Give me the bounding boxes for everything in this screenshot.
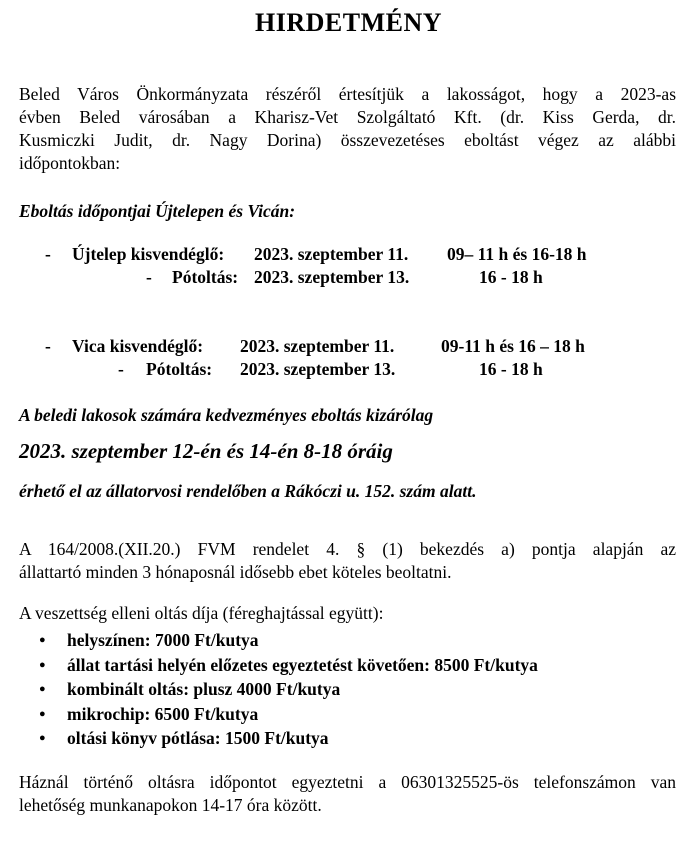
regulation-paragraph [19, 538, 676, 584]
ujtelep-time: 09– 11 h és 16-18 h [447, 244, 587, 264]
intro-paragraph [19, 83, 676, 175]
regulation-line: A 164/2008.(XII.20.) FVM rendelet 4. § (1) bekezdés a) pontja alapján az [19, 539, 676, 559]
makeup-label: Pótoltás: [146, 359, 213, 379]
ujtelep-makeup-time: 16 - 18 h [479, 267, 543, 287]
dash-marker: - [45, 244, 51, 264]
intro-line: évben Beled városában a Kharisz-Vet Szolgáltató Kft. (dr. Kiss Gerda, dr. [19, 107, 676, 127]
page-title: HIRDETMÉNY [254, 8, 442, 37]
vica-place: Vica kisvendéglő: [72, 336, 204, 356]
dash-marker: - [146, 267, 152, 287]
intro-line: Beled Város Önkormányzata részéről értesítjük a lakosságot, hogy a 2023-as [19, 84, 676, 104]
vica-makeup-date: 2023. szeptember 13. [240, 359, 396, 379]
discount-dates: 2023. szeptember 12-én és 14-én 8-18 óráig [19, 439, 393, 463]
intro-line: időpontokban: [19, 153, 121, 173]
makeup-label: Pótoltás: [172, 267, 239, 287]
ujtelep-place: Újtelep kisvendéglő: [72, 244, 225, 264]
fee-item: ● kombinált oltás: plusz 4000 Ft/kutya [19, 677, 538, 702]
vica-makeup-time: 16 - 18 h [479, 359, 543, 379]
regulation-line: állattartó minden 3 hónaposnál idősebb ebet köteles beoltatni. [19, 562, 452, 582]
schedule-ujtelep [0, 244, 697, 268]
fees-heading: A veszettség elleni oltás díja (féreghajtással együtt): [19, 603, 384, 623]
vica-time: 09-11 h és 16 – 18 h [441, 336, 585, 356]
schedule-ujtelep-makeup [0, 267, 697, 291]
dash-marker: - [45, 336, 51, 356]
discount-location: érhető el az állatorvosi rendelőben a Rákóczi u. 152. szám alatt. [19, 481, 477, 501]
ujtelep-makeup-date: 2023. szeptember 13. [254, 267, 410, 287]
intro-line: Kusmiczki Judit, dr. Nagy Dorina) összevezetéses eboltást végez az alábbi [19, 130, 676, 150]
discount-intro: A beledi lakosok számára kedvezményes eboltás kizárólag [19, 405, 434, 425]
schedule-vica-makeup [0, 359, 697, 383]
schedule-heading: Eboltás időpontjai Újtelepen és Vicán: [19, 201, 296, 221]
dash-marker: - [118, 359, 124, 379]
fee-item: ● helyszínen: 7000 Ft/kutya [19, 628, 538, 653]
fee-item: ● mikrochip: 6500 Ft/kutya [19, 702, 538, 727]
vica-date: 2023. szeptember 11. [240, 336, 395, 356]
contact-line: Háznál történő oltásra időpontot egyeztetni a 06301325525-ös telefonszámon van [19, 772, 676, 792]
fee-item: ● állat tartási helyén előzetes egyeztetést követően: 8500 Ft/kutya [19, 653, 538, 678]
fees-list [19, 628, 538, 751]
contact-paragraph [19, 771, 676, 817]
schedule-vica [0, 336, 697, 360]
fee-item: ● oltási könyv pótlása: 1500 Ft/kutya [19, 726, 538, 751]
ujtelep-date: 2023. szeptember 11. [254, 244, 409, 264]
contact-line: lehetőség munkanapokon 14-17 óra között. [19, 795, 322, 815]
